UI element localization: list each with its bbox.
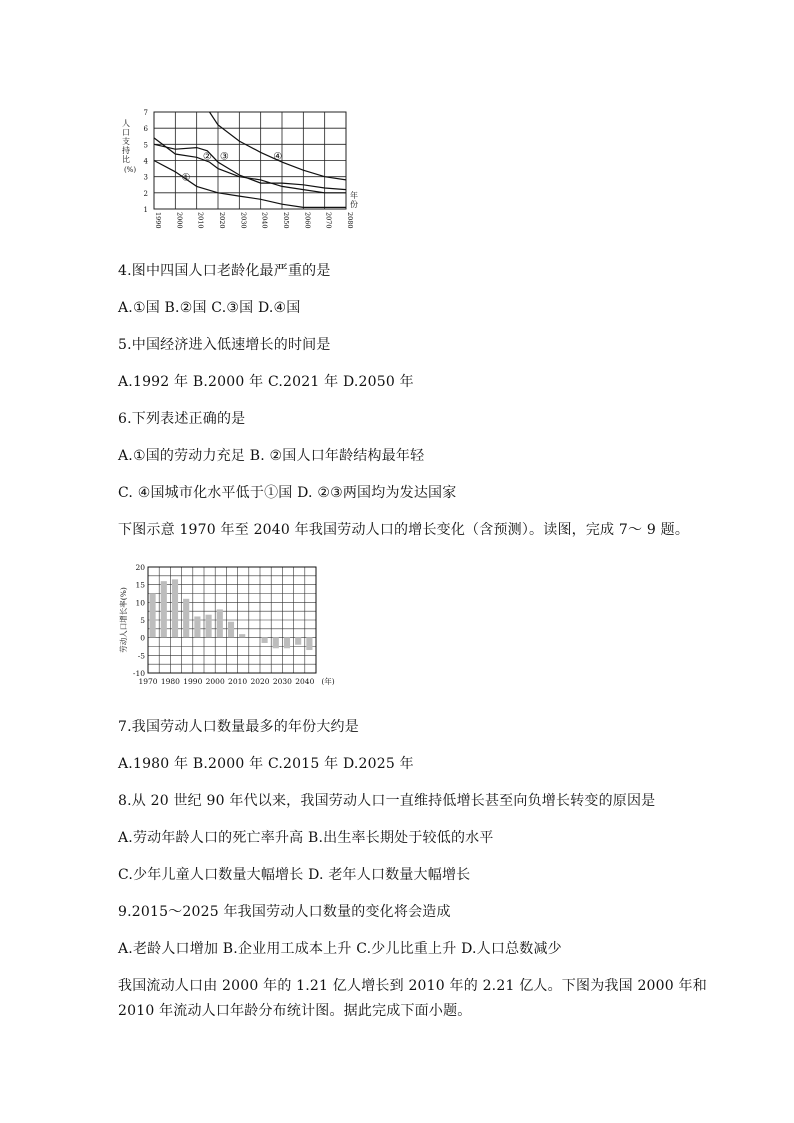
chart2-y-tick-label: -10 bbox=[132, 669, 145, 678]
chart1-y-tick-label: 3 bbox=[143, 173, 148, 182]
chart2-bar bbox=[183, 599, 189, 638]
chart2-x-tick-label: 1980 bbox=[160, 677, 180, 686]
chart2-x-tick-label: 2020 bbox=[250, 677, 270, 686]
question-6: 6.下列表述正确的是 bbox=[118, 411, 246, 427]
chart2-bar bbox=[194, 616, 200, 637]
chart1-x-axis-label-text: 年份 bbox=[350, 191, 358, 209]
chart1-y-tick-label: 4 bbox=[143, 157, 148, 166]
chart2-x-tick-label: 2010 bbox=[228, 677, 248, 686]
chart1-x-tick-label: 2040 bbox=[260, 212, 269, 229]
chart2-bar bbox=[295, 638, 301, 645]
chart2-x-tick-label: 1990 bbox=[183, 677, 203, 686]
question-4: 4.图中四国人口老龄化最严重的是 bbox=[118, 263, 331, 279]
question-5-options: A.1992 年 B.2000 年 C.2021 年 D.2050 年 bbox=[118, 374, 414, 390]
chart1-series-marker-3: ③ bbox=[219, 151, 229, 163]
chart1-y-tick-label: 5 bbox=[143, 141, 148, 150]
chart1-series-marker-1: ① bbox=[181, 172, 191, 184]
chart1-series-line-1 bbox=[154, 161, 346, 208]
section-intro-labor: 下图示意 1970 年至 2040 年我国劳动人口的增长变化（含预测）。读图，完成 7～ 9 题。 bbox=[118, 522, 690, 538]
question-9-options: A.老龄人口增加 B.企业用工成本上升 C.少儿比重上升 D.人口总数减少 bbox=[118, 941, 562, 957]
chart2-y-axis-label-text: 劳动人口增长率(%) bbox=[119, 587, 128, 653]
chart2-x-tick-label: 2000 bbox=[205, 677, 225, 686]
chart2-bar bbox=[172, 579, 178, 637]
section-intro-migration-line1: 我国流动人口由 2000 年的 1.21 亿人增长到 2010 年的 2.21 亿人。下图为我国 2000 年和 bbox=[118, 978, 707, 994]
chart2-y-axis-label bbox=[118, 587, 128, 653]
chart1-series-marker-2: ② bbox=[202, 151, 212, 163]
chart2-y-tick-label: 5 bbox=[140, 616, 145, 625]
section-intro-migration-line2: 2010 年流动人口年龄分布统计图。据此完成下面小题。 bbox=[118, 1003, 472, 1019]
chart1-y-axis-label bbox=[122, 118, 136, 174]
chart1-series-marker-4: ④ bbox=[273, 151, 283, 163]
chart1-x-ticks bbox=[154, 212, 354, 229]
chart2-x-axis-label bbox=[321, 676, 334, 686]
chart1-x-axis-label bbox=[350, 190, 358, 209]
question-4-options: A.①国 B.②国 C.③国 D.④国 bbox=[118, 300, 301, 316]
chart1-x-tick-label: 2070 bbox=[324, 212, 333, 229]
chart1-x-tick-label: 2060 bbox=[303, 212, 312, 229]
question-8: 8.从 20 世纪 90 年代以来，我国劳动人口一直维持低增长甚至向负增长转变的原因是 bbox=[118, 793, 656, 809]
chart2-x-ticks bbox=[138, 677, 314, 686]
chart2-bar bbox=[262, 638, 268, 643]
question-6-options-line1: A.①国的劳动力充足 B. ②国人口年龄结构最年轻 bbox=[118, 448, 425, 464]
chart1-x-tick-label: 2050 bbox=[282, 212, 290, 229]
chart1-x-tick-label: 2000 bbox=[175, 212, 184, 229]
chart2-bar bbox=[228, 622, 234, 638]
chart2-x-tick-label: 2040 bbox=[295, 677, 315, 686]
chart1-y-ticks bbox=[144, 109, 149, 214]
chart1-y-tick-label: 1 bbox=[143, 206, 148, 214]
chart1-x-tick-label: 2030 bbox=[239, 212, 248, 229]
question-8-options-line1: A.劳动年龄人口的死亡率升高 B.出生率长期处于较低的水平 bbox=[118, 830, 494, 846]
question-8-options-line2: C.少年儿童人口数量大幅增长 D. 老年人口数量大幅增长 bbox=[118, 867, 471, 883]
chart2-bars bbox=[150, 579, 313, 650]
chart2-y-tick-label: -5 bbox=[137, 651, 145, 661]
chart2-bar bbox=[161, 581, 167, 638]
chart2-y-tick-label: 0 bbox=[140, 633, 145, 643]
chart2-bar bbox=[239, 634, 245, 638]
chart2-bar bbox=[217, 609, 223, 637]
population-support-ratio-chart bbox=[118, 106, 368, 232]
chart2-x-tick-label: 2030 bbox=[272, 677, 292, 686]
question-9: 9.2015～2025 年我国劳动人口数量的变化将会造成 bbox=[118, 904, 451, 920]
chart1-x-tick-label: 2080 bbox=[346, 212, 354, 229]
chart2-bar bbox=[150, 594, 156, 638]
chart2-y-tick-label: 10 bbox=[135, 598, 145, 608]
question-7: 7.我国劳动人口数量最多的年份大约是 bbox=[118, 719, 359, 735]
chart1-grid bbox=[154, 112, 346, 209]
chart1-y-tick-label: 2 bbox=[143, 189, 148, 198]
chart1-x-tick-label: 2020 bbox=[218, 212, 226, 229]
question-5: 5.中国经济进入低速增长的时间是 bbox=[118, 337, 331, 353]
chart2-y-tick-label: 20 bbox=[135, 563, 145, 572]
question-6-options-line2: C. ④国城市化水平低于①国 D. ②③两国均为发达国家 bbox=[118, 485, 457, 501]
chart1-x-tick-label: 2010 bbox=[196, 212, 205, 229]
chart2-bar bbox=[206, 615, 212, 638]
chart1-x-tick-label: 1990 bbox=[154, 212, 162, 229]
chart2-x-axis-label-text: (年) bbox=[321, 677, 335, 686]
question-7-options: A.1980 年 B.2000 年 C.2015 年 D.2025 年 bbox=[118, 756, 414, 772]
chart2-y-tick-label: 15 bbox=[135, 580, 145, 590]
chart2-bar bbox=[306, 638, 312, 650]
chart2-y-ticks bbox=[133, 563, 145, 678]
chart1-y-axis-label-text: 人口支持比(%) bbox=[122, 119, 137, 174]
chart2-x-tick-label: 1970 bbox=[138, 677, 158, 686]
chart1-y-tick-label: 7 bbox=[143, 109, 148, 117]
chart2-bar bbox=[273, 638, 279, 649]
labor-growth-chart bbox=[118, 560, 348, 688]
chart2-bar bbox=[284, 638, 290, 649]
chart1-y-tick-label: 6 bbox=[143, 125, 148, 134]
